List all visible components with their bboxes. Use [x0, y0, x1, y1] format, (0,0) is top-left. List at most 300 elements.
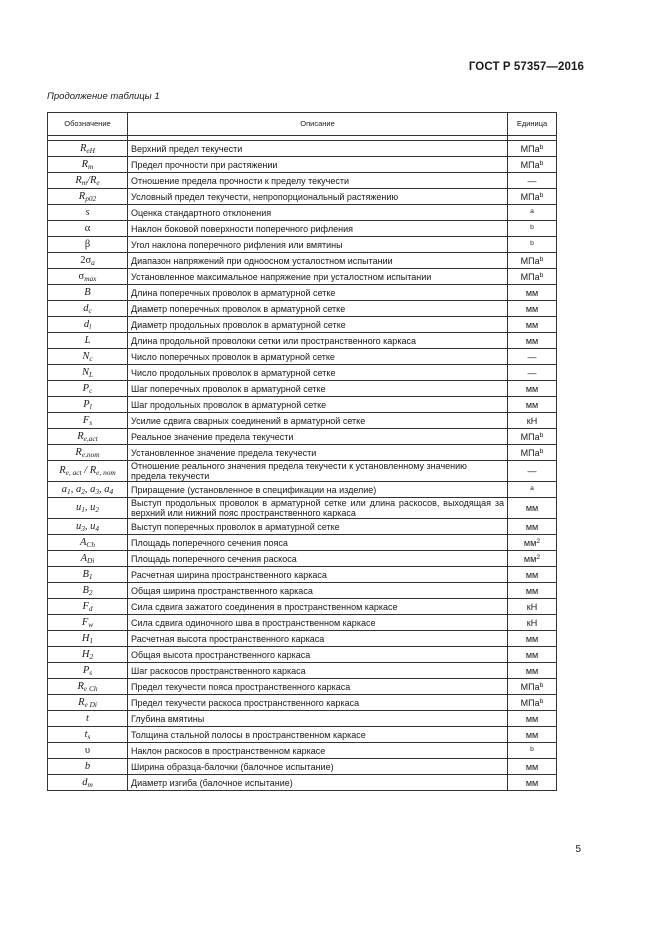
symbol-text: d — [83, 302, 89, 314]
table-row — [48, 381, 557, 397]
description-cell: Площадь поперечного сечения пояса — [128, 535, 508, 551]
description-cell: Шаг продольных проволок в арматурной сетке — [128, 397, 508, 413]
description-cell: Толщина стальной полосы в пространственном каркасе — [128, 727, 508, 743]
unit-footnote: a — [530, 207, 534, 215]
symbol-text: t — [86, 712, 89, 724]
description-cell: Сила сдвига одиночного шва в пространственном каркасе — [128, 615, 508, 631]
symbol-cell — [48, 333, 128, 349]
unit-text: мм — [523, 553, 537, 564]
unit-footnote: b — [539, 697, 544, 705]
unit-text: мм — [525, 503, 539, 513]
description-cell: Реальное значение предела текучести — [128, 429, 508, 445]
unit-cell — [508, 759, 557, 775]
symbol-text: N — [82, 350, 90, 362]
symbol-cell — [48, 711, 128, 727]
unit-text: кН — [526, 415, 538, 426]
unit-cell — [508, 519, 557, 535]
unit-cell — [508, 429, 557, 445]
table-row — [48, 567, 557, 583]
symbol-cell — [48, 519, 128, 535]
table-body — [48, 136, 557, 791]
description-cell: Площадь поперечного сечения раскоса — [128, 551, 508, 567]
symbol-text: H — [81, 632, 90, 644]
symbol-cell — [48, 615, 128, 631]
table-row — [48, 189, 557, 205]
description-cell: Выступ поперечных проволок в арматурной сетке — [128, 519, 508, 535]
symbol-subscript: 2 — [88, 587, 93, 597]
table-row — [48, 237, 557, 253]
description-cell: Приращение (установленное в спецификации на изделие) — [128, 482, 508, 498]
description-cell: Оценка стандартного отклонения — [128, 205, 508, 221]
page-number: 5 — [575, 844, 581, 855]
description-cell: Наклон раскосов в пространственном каркасе — [128, 743, 508, 759]
unit-cell — [508, 317, 557, 333]
unit-cell — [508, 535, 557, 551]
symbol-text: P — [82, 382, 90, 394]
description-cell: Диаметр изгиба (балочное испытание) — [128, 775, 508, 791]
unit-text: мм — [525, 335, 539, 346]
description-cell: Шаг поперечных проволок в арматурной сетке — [128, 381, 508, 397]
table-row — [48, 157, 557, 173]
description-cell: Длина поперечных проволок в арматурной сетке — [128, 285, 508, 301]
unit-footnote: b — [539, 255, 544, 263]
unit-text: мм — [525, 287, 539, 298]
symbol-text: R — [75, 174, 82, 186]
symbol-subscript: c — [88, 305, 92, 315]
symbol-text: α — [84, 222, 91, 234]
symbol-cell — [48, 365, 128, 381]
unit-cell — [508, 365, 557, 381]
description-cell: Сила сдвига зажатого соединения в пространственном каркасе — [128, 599, 508, 615]
symbol-text: L — [84, 334, 91, 346]
symbol-subscript: s — [89, 667, 93, 677]
table-row — [48, 759, 557, 775]
description-cell: Диапазон напряжений при одноосном усталостном испытании — [128, 253, 508, 269]
symbol-subscript: m — [81, 177, 88, 187]
table-row — [48, 173, 557, 189]
description-cell: Предел текучести раскоса пространственного каркаса — [128, 695, 508, 711]
unit-cell — [508, 775, 557, 791]
description-cell: Шаг раскосов пространственного каркаса — [128, 663, 508, 679]
symbol-text: R — [81, 158, 89, 170]
symbol-text: u — [75, 520, 82, 532]
description-cell: Условный предел текучести, непропорциональный растяжению — [128, 189, 508, 205]
symbol-text: R — [80, 142, 87, 154]
unit-text: мм — [525, 585, 539, 596]
unit-cell — [508, 269, 557, 285]
table-row — [48, 551, 557, 567]
table-row — [48, 397, 557, 413]
symbol-cell — [48, 631, 128, 647]
symbol-subscript: e,nom — [81, 449, 100, 459]
description-cell: Расчетная ширина пространственного каркаса — [128, 567, 508, 583]
symbol-cell — [48, 269, 128, 285]
symbol-subscript: 3 — [95, 486, 100, 496]
symbol-text: , a — [84, 483, 96, 495]
unit-footnote: b — [539, 447, 544, 455]
symbol-cell — [48, 285, 128, 301]
unit-cell — [508, 743, 557, 759]
unit-cell — [508, 461, 557, 482]
description-cell: Расчетная высота пространственного каркаса — [128, 631, 508, 647]
symbols-table — [47, 112, 557, 791]
table-row — [48, 333, 557, 349]
unit-cell — [508, 663, 557, 679]
symbol-cell — [48, 349, 128, 365]
symbol-text: d — [82, 776, 88, 788]
unit-footnote: a — [530, 484, 534, 492]
symbol-subscript: e,act — [83, 433, 98, 443]
symbol-cell — [48, 429, 128, 445]
unit-cell — [508, 583, 557, 599]
unit-cell — [508, 349, 557, 365]
table-row — [48, 461, 557, 482]
unit-text: мм — [525, 649, 539, 660]
unit-cell — [508, 301, 557, 317]
unit-text: мм — [525, 729, 539, 740]
unit-text: МПа — [520, 681, 540, 692]
unit-cell — [508, 253, 557, 269]
symbol-cell — [48, 498, 128, 519]
symbol-cell — [48, 743, 128, 759]
symbol-subscript: e Ch — [83, 683, 98, 693]
unit-footnote: 2 — [536, 553, 541, 561]
symbol-text: P — [83, 398, 90, 410]
table-row — [48, 679, 557, 695]
unit-cell — [508, 141, 557, 157]
description-cell: Усилие сдвига сварных соединений в арматурной сетке — [128, 413, 508, 429]
symbol-subscript: d — [88, 603, 93, 613]
symbol-cell — [48, 727, 128, 743]
table-row — [48, 205, 557, 221]
unit-cell — [508, 498, 557, 519]
header-symbol: Обозначение — [48, 113, 128, 136]
symbol-cell — [48, 381, 128, 397]
symbol-cell — [48, 759, 128, 775]
table-row — [48, 482, 557, 498]
unit-cell — [508, 679, 557, 695]
unit-text: мм — [525, 303, 539, 314]
unit-text: МПа — [520, 271, 540, 282]
table-row — [48, 695, 557, 711]
table-row — [48, 317, 557, 333]
unit-text: МПа — [520, 143, 540, 154]
table-row — [48, 583, 557, 599]
symbol-subscript: 2 — [81, 486, 85, 496]
unit-text: мм — [525, 633, 539, 644]
table-header-row — [48, 113, 557, 136]
table-caption: Продолжение таблицы 1 — [47, 91, 160, 102]
table-row — [48, 285, 557, 301]
unit-footnote: b — [539, 159, 544, 167]
unit-cell — [508, 397, 557, 413]
table-row — [48, 498, 557, 519]
symbol-subscript: l — [89, 321, 92, 331]
symbol-subscript: 4 — [109, 486, 114, 496]
header-description: Описание — [128, 113, 508, 136]
symbol-text: , u — [84, 502, 96, 513]
symbol-cell — [48, 599, 128, 615]
symbol-text: R — [78, 696, 85, 708]
unit-cell — [508, 631, 557, 647]
symbol-cell — [48, 301, 128, 317]
unit-cell — [508, 567, 557, 583]
symbol-text: B — [84, 286, 91, 298]
symbol-subscript: 4 — [95, 523, 100, 533]
unit-cell — [508, 551, 557, 567]
unit-text: МПа — [520, 697, 540, 708]
symbol-cell — [48, 173, 128, 189]
symbol-text: B — [82, 568, 89, 580]
unit-text: мм — [525, 521, 539, 532]
table-row — [48, 445, 557, 461]
symbol-cell — [48, 317, 128, 333]
symbol-cell — [48, 141, 128, 157]
symbol-cell — [48, 413, 128, 429]
symbol-text: a — [61, 483, 68, 495]
unit-cell — [508, 695, 557, 711]
symbol-subscript: 3 — [81, 523, 85, 533]
header-unit: Единица — [508, 113, 557, 136]
table-row — [48, 365, 557, 381]
unit-footnote: b — [539, 681, 544, 689]
description-cell: Число поперечных проволок в арматурной сетке — [128, 349, 508, 365]
symbol-text: u — [75, 502, 82, 513]
unit-text: мм — [525, 383, 539, 394]
unit-cell — [508, 413, 557, 429]
symbol-subscript: e, act — [65, 467, 82, 477]
symbol-cell — [48, 205, 128, 221]
symbol-subscript: e Di — [84, 699, 97, 709]
unit-cell — [508, 599, 557, 615]
symbol-subscript: 2 — [89, 651, 94, 661]
unit-cell — [508, 615, 557, 631]
symbol-subscript: s — [89, 417, 93, 427]
unit-cell — [508, 381, 557, 397]
description-cell: Диаметр поперечных проволок в арматурной сетке — [128, 301, 508, 317]
table-row — [48, 711, 557, 727]
symbol-cell — [48, 647, 128, 663]
description-cell: Установленное максимальное напряжение при усталостном испытании — [128, 269, 508, 285]
symbol-subscript: Ch — [86, 539, 95, 549]
table-row — [48, 631, 557, 647]
unit-footnote: 2 — [536, 537, 541, 545]
unit-text: — — [527, 175, 537, 186]
symbol-subscript: m — [87, 779, 93, 789]
unit-cell — [508, 647, 557, 663]
description-cell: Выступ продольных проволок в арматурной сетке или длина раскосов, выходящая за верхний или нижний пояс пространственного каркаса — [128, 498, 508, 519]
symbol-cell — [48, 461, 128, 482]
symbol-text: A — [80, 536, 87, 548]
symbol-subscript: w — [88, 619, 94, 629]
symbol-cell — [48, 237, 128, 253]
description-cell: Наклон боковой поверхности поперечного рифления — [128, 221, 508, 237]
unit-footnote: b — [539, 143, 544, 151]
symbol-cell — [48, 253, 128, 269]
description-cell: Предел текучести пояса пространственного каркаса — [128, 679, 508, 695]
table-row — [48, 663, 557, 679]
table-row — [48, 647, 557, 663]
table-row — [48, 599, 557, 615]
symbol-subscript: s — [87, 731, 91, 741]
description-cell: Отношение реального значения предела текучести к установленному значению предела текучести — [128, 461, 508, 482]
symbol-text: σ — [78, 270, 85, 282]
unit-text: — — [527, 367, 537, 378]
unit-cell — [508, 445, 557, 461]
symbol-text: β — [84, 238, 91, 250]
description-cell: Диаметр продольных проволок в арматурной сетке — [128, 317, 508, 333]
symbol-text: R — [77, 430, 84, 442]
symbol-cell — [48, 663, 128, 679]
description-cell: Общая высота пространственного каркаса — [128, 647, 508, 663]
table-row — [48, 775, 557, 791]
symbol-subscript: e, nom — [96, 467, 116, 477]
symbol-subscript: eH — [86, 145, 95, 155]
unit-text: кН — [526, 617, 538, 628]
symbol-text: N — [81, 366, 89, 378]
symbol-text: / R — [81, 465, 97, 476]
symbol-text: F — [81, 616, 89, 628]
symbol-text: R — [77, 680, 84, 692]
unit-cell — [508, 711, 557, 727]
table-row — [48, 429, 557, 445]
symbol-cell — [48, 567, 128, 583]
symbol-text: /R — [87, 174, 97, 186]
table-row — [48, 301, 557, 317]
symbol-text: υ — [84, 744, 91, 756]
table-row — [48, 269, 557, 285]
symbol-cell — [48, 679, 128, 695]
unit-cell — [508, 333, 557, 349]
symbol-text: , a — [99, 483, 110, 495]
table-row — [48, 221, 557, 237]
description-cell: Отношение предела прочности к пределу текучести — [128, 173, 508, 189]
unit-text: кН — [526, 601, 538, 612]
description-cell: Глубина вмятины — [128, 711, 508, 727]
symbol-text: 2σ — [80, 254, 92, 266]
unit-text: МПа — [520, 255, 540, 266]
description-cell: Длина продольной проволоки сетки или пространственного каркаса — [128, 333, 508, 349]
symbol-subscript: 2 — [95, 504, 100, 514]
symbol-cell — [48, 551, 128, 567]
unit-text: мм — [525, 569, 539, 580]
document-code: ГОСТ Р 57357—2016 — [468, 61, 584, 73]
symbol-text: R — [59, 465, 66, 476]
unit-footnote: b — [530, 223, 534, 231]
symbol-cell — [48, 397, 128, 413]
table-row — [48, 519, 557, 535]
unit-text: МПа — [520, 447, 540, 458]
unit-cell — [508, 221, 557, 237]
symbol-subscript: 1 — [89, 635, 94, 645]
symbol-subscript: c — [89, 385, 93, 395]
unit-footnote: b — [539, 431, 544, 439]
description-cell: Верхний предел текучести — [128, 141, 508, 157]
symbol-subscript: l — [89, 401, 92, 411]
table-row — [48, 349, 557, 365]
symbol-subscript: a — [91, 257, 95, 267]
unit-footnote: b — [539, 271, 544, 279]
unit-cell — [508, 205, 557, 221]
symbol-subscript: Di — [87, 555, 95, 565]
unit-text: МПа — [520, 191, 540, 202]
table-row — [48, 413, 557, 429]
symbol-subscript: e — [96, 177, 100, 187]
symbol-text: F — [82, 414, 90, 426]
symbol-text: t — [84, 728, 88, 740]
unit-text: мм — [525, 713, 539, 724]
unit-cell — [508, 285, 557, 301]
unit-text: мм — [525, 319, 539, 330]
unit-cell — [508, 173, 557, 189]
symbol-cell — [48, 189, 128, 205]
symbol-subscript: max — [84, 273, 97, 283]
symbol-cell — [48, 535, 128, 551]
unit-text: мм — [525, 761, 539, 772]
symbol-text: b — [84, 760, 91, 772]
unit-cell — [508, 157, 557, 173]
table-row — [48, 141, 557, 157]
symbol-cell — [48, 775, 128, 791]
symbol-text: F — [82, 600, 89, 612]
table-row — [48, 743, 557, 759]
unit-footnote: b — [530, 745, 534, 753]
symbol-subscript: L — [88, 369, 94, 379]
symbol-text: H — [81, 648, 90, 660]
unit-text: мм — [525, 777, 539, 788]
unit-text: — — [527, 466, 537, 476]
description-cell: Число продольных проволок в арматурной сетке — [128, 365, 508, 381]
symbol-cell — [48, 157, 128, 173]
unit-footnote: b — [530, 239, 534, 247]
description-cell: Ширина образца-балочки (балочное испытание) — [128, 759, 508, 775]
table-row — [48, 535, 557, 551]
description-cell: Угол наклона поперечного рифления или вмятины — [128, 237, 508, 253]
symbol-text: d — [83, 318, 90, 330]
symbol-cell — [48, 583, 128, 599]
unit-cell — [508, 727, 557, 743]
description-cell: Общая ширина пространственного каркаса — [128, 583, 508, 599]
symbol-cell — [48, 695, 128, 711]
unit-text: мм — [525, 399, 539, 410]
symbol-text: R — [75, 446, 82, 458]
symbol-cell — [48, 482, 128, 498]
table-row — [48, 253, 557, 269]
symbol-subscript: 1 — [88, 571, 93, 581]
symbol-cell — [48, 445, 128, 461]
symbol-subscript: m — [88, 161, 94, 171]
description-cell: Установленное значение предела текучести — [128, 445, 508, 461]
symbol-subscript: 1 — [81, 504, 85, 514]
unit-cell — [508, 237, 557, 253]
unit-text: МПа — [520, 431, 540, 442]
unit-text: МПа — [520, 159, 540, 170]
symbol-text: , a — [70, 483, 82, 495]
unit-cell — [508, 189, 557, 205]
table-row — [48, 727, 557, 743]
unit-cell — [508, 482, 557, 498]
unit-text: — — [527, 351, 537, 362]
symbol-text: s — [85, 206, 90, 218]
symbol-text: R — [78, 190, 86, 202]
symbol-text: A — [80, 552, 88, 564]
symbol-subscript: c — [89, 353, 93, 363]
symbol-subscript: 1 — [67, 486, 71, 496]
unit-footnote: b — [539, 191, 544, 199]
symbol-text: B — [82, 584, 89, 596]
unit-text: мм — [525, 665, 539, 676]
table-row — [48, 615, 557, 631]
